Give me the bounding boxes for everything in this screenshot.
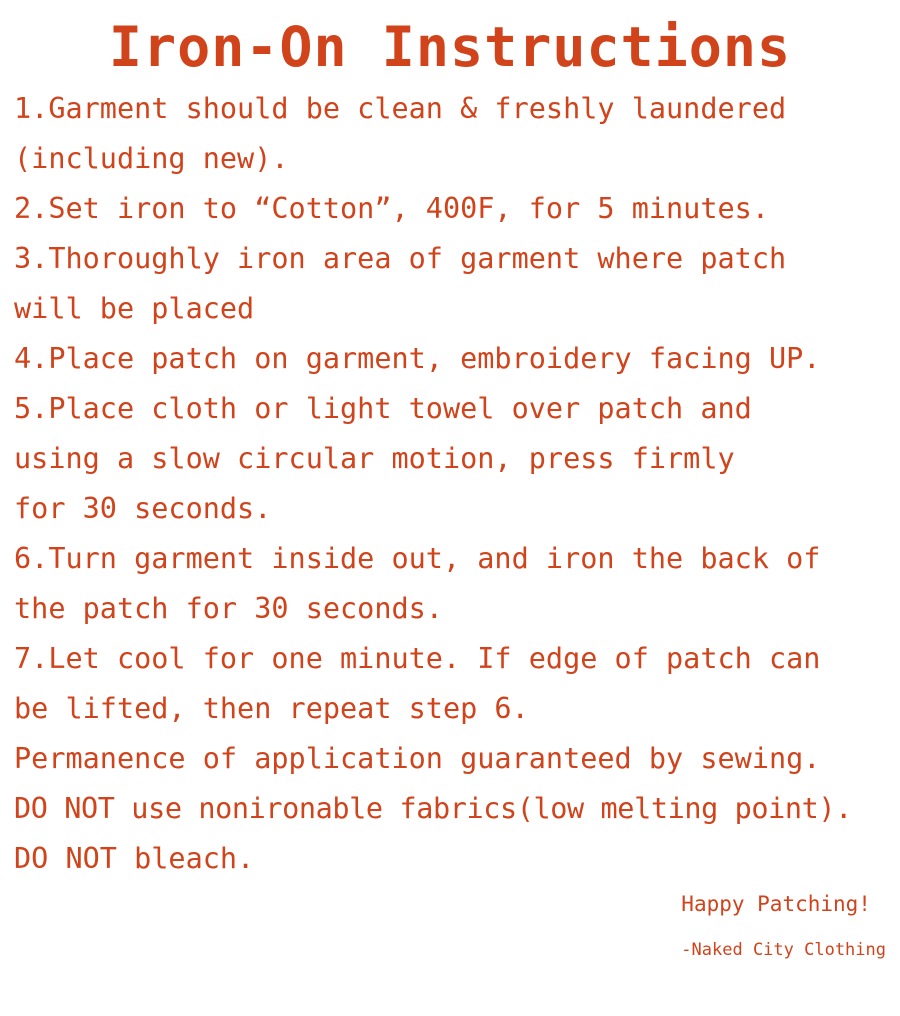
instruction-line: 6.Turn garment inside out, and iron the back of xyxy=(14,542,821,575)
instruction-line: Permanence of application guaranteed by sewing. xyxy=(14,742,821,775)
instruction-line: (including new). xyxy=(14,142,289,175)
closing-note xyxy=(580,838,886,1016)
footer-row xyxy=(14,834,886,960)
page-title: Iron-On Instructions xyxy=(108,15,792,79)
final-instruction-line: DO NOT bleach. xyxy=(14,842,255,875)
instruction-line: DO NOT use nonironable fabrics(low melting point). xyxy=(14,792,852,825)
closing-text: Happy Patching! xyxy=(681,892,871,916)
brand-signature: -Naked City Clothing xyxy=(681,940,886,960)
instruction-line: 7.Let cool for one minute. If edge of patch can xyxy=(14,642,821,675)
instruction-line: be lifted, then repeat step 6. xyxy=(14,692,529,725)
instruction-line: the patch for 30 seconds. xyxy=(14,592,443,625)
instruction-line: 3.Thoroughly iron area of garment where patch xyxy=(14,242,787,275)
instruction-line: 4.Place patch on garment, embroidery facing UP. xyxy=(14,342,821,375)
instruction-line: will be placed xyxy=(14,292,255,325)
instruction-line: 5.Place cloth or light towel over patch and xyxy=(14,392,752,425)
instruction-line: 1.Garment should be clean & freshly laundered xyxy=(14,92,787,125)
instruction-line: 2.Set iron to “Cotton”, 400F, for 5 minutes. xyxy=(14,192,769,225)
instructions-list xyxy=(14,84,886,960)
instruction-line: using a slow circular motion, press firmly xyxy=(14,442,735,475)
instruction-line: for 30 seconds. xyxy=(14,492,272,525)
